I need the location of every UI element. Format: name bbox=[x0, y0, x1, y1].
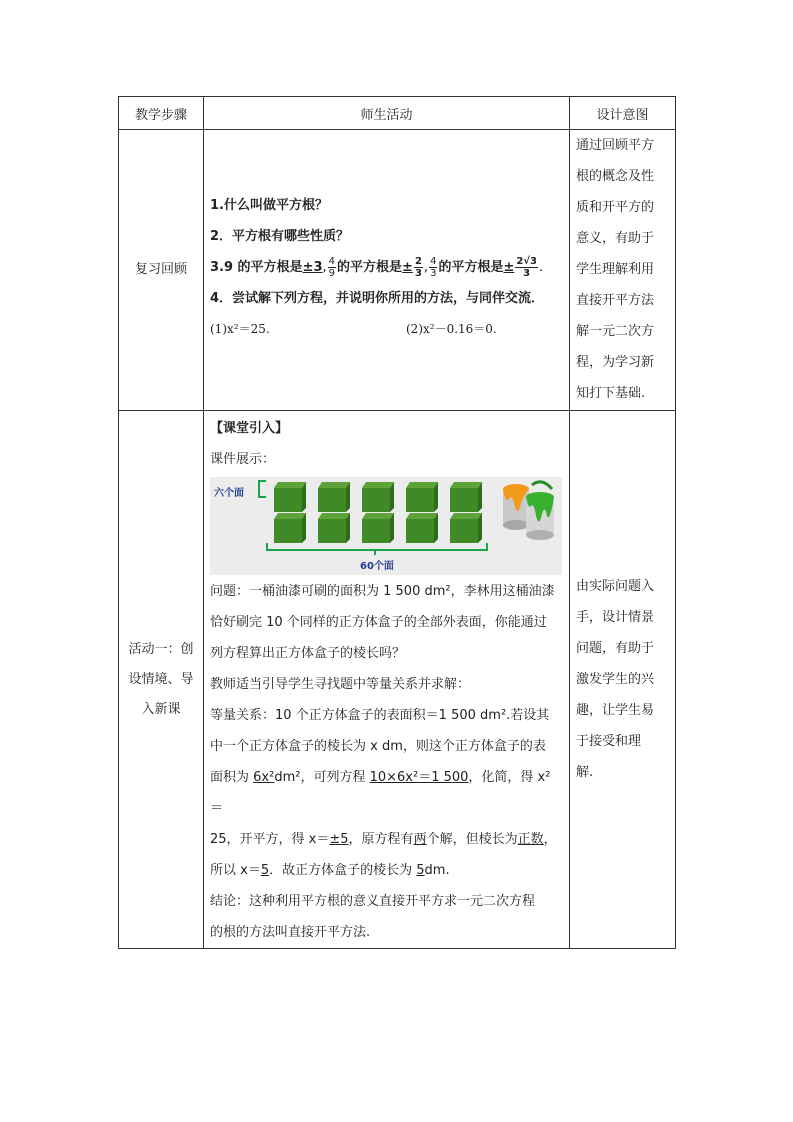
step-activity: 活动一：创 设情境、导 入新课 bbox=[119, 411, 204, 949]
cube-icon bbox=[360, 480, 396, 512]
table-row-review bbox=[119, 130, 676, 411]
conclusion-line: 结论：这种利用平方根的意义直接开平方求一元二次方程 bbox=[210, 894, 536, 909]
review-q2: 2．平方根有哪些性质？ bbox=[210, 229, 350, 244]
cube-illustration bbox=[210, 477, 562, 575]
cube-icon bbox=[404, 480, 440, 512]
problem-line: 恰好刷完 10 个同样的正方体盒子的全部外表面，你能通过 bbox=[210, 615, 547, 630]
fraction: $\frac{4}{3}$ bbox=[430, 256, 437, 279]
problem-line: 列方程算出正方体盒子的棱长吗？ bbox=[210, 646, 406, 661]
review-activity bbox=[204, 130, 570, 411]
sixty-faces-label: 60个面 bbox=[360, 561, 394, 572]
problem-line: 25，开平方，得 x＝±5，原方程有两个解，但棱长为正数， bbox=[210, 832, 557, 847]
cube-icon bbox=[360, 511, 396, 543]
table-row-activity bbox=[119, 411, 676, 949]
fraction: $\frac{4}{9}$ bbox=[328, 256, 336, 279]
review-q3: 3.9 的平方根是±3, $\frac{4}{9}$ 的平方根是± $\frac{2}{3}$ , $\frac{4}{3}$ 的平方根是± $\frac{2√3}{3}$ . bbox=[210, 256, 544, 279]
fraction: $\frac{2√3}{3}$ bbox=[516, 256, 537, 279]
cube-icon bbox=[316, 480, 352, 512]
fraction: $\frac{2}{3}$ bbox=[414, 256, 422, 279]
intent-review: 通过回顾平方 根的概念及性 质和开平方的 意义，有助于 学生理解利用 直接开平方法 解一元二次方 程，为学习新 知打下基础. bbox=[570, 130, 676, 411]
problem-line: 面积为 6x²dm²，可列方程 10×6x²＝1 500，化简，得 x²＝ bbox=[210, 770, 551, 816]
header-intent: 设计意图 bbox=[570, 97, 676, 130]
cube-icon bbox=[404, 511, 440, 543]
conclusion-line: 的根的方法叫直接开平方法. bbox=[210, 925, 371, 940]
bottom-bracket bbox=[266, 543, 488, 551]
header-activity: 师生活动 bbox=[204, 97, 570, 130]
left-bracket bbox=[258, 480, 266, 498]
problem-line: 中一个正方体盒子的棱长为 x dm，则这个正方体盒子的表 bbox=[210, 739, 546, 754]
review-q1: 1.什么叫做平方根？ bbox=[210, 198, 328, 213]
cube-icon bbox=[316, 511, 352, 543]
review-equations bbox=[210, 314, 563, 345]
lesson-plan-table bbox=[118, 96, 676, 949]
problem-line: 所以 x＝5．故正方体盒子的棱长为 5dm. bbox=[210, 863, 450, 878]
activity-content bbox=[204, 411, 570, 949]
equation-2: (2)x²－0.16＝0. bbox=[406, 322, 497, 336]
bottom-bracket-tick bbox=[374, 549, 376, 555]
six-faces-label: 六个面 bbox=[214, 488, 244, 499]
review-q4: 4．尝试解下列方程，并说明你所用的方法，与同伴交流． bbox=[210, 291, 545, 306]
cube-icon bbox=[448, 480, 484, 512]
cube-icon bbox=[272, 511, 308, 543]
cube-icon bbox=[448, 511, 484, 543]
section-heading: 【课堂引入】 bbox=[210, 421, 289, 436]
step-review: 复习回顾 bbox=[119, 130, 204, 411]
problem-line: 问题：一桶油漆可刷的面积为 1 500 dm²，李林用这桶油漆 bbox=[210, 584, 555, 599]
intent-activity: 由实际问题入 手，设计情景 问题，有助于 激发学生的兴 趣，让学生易 于接受和理 解. bbox=[570, 411, 676, 949]
problem-line: 教师适当引导学生寻找题中等量关系并求解： bbox=[210, 677, 471, 692]
header-step: 教学步骤 bbox=[119, 97, 204, 130]
paint-buckets-icon bbox=[496, 479, 562, 541]
courseware-label: 课件展示： bbox=[210, 452, 276, 467]
problem-line: 等量关系：10 个正方体盒子的表面积＝1 500 dm².若设其 bbox=[210, 708, 550, 723]
cube-icon bbox=[272, 480, 308, 512]
table-header-row bbox=[119, 97, 676, 130]
equation-1: (1)x²＝25. bbox=[210, 322, 270, 336]
